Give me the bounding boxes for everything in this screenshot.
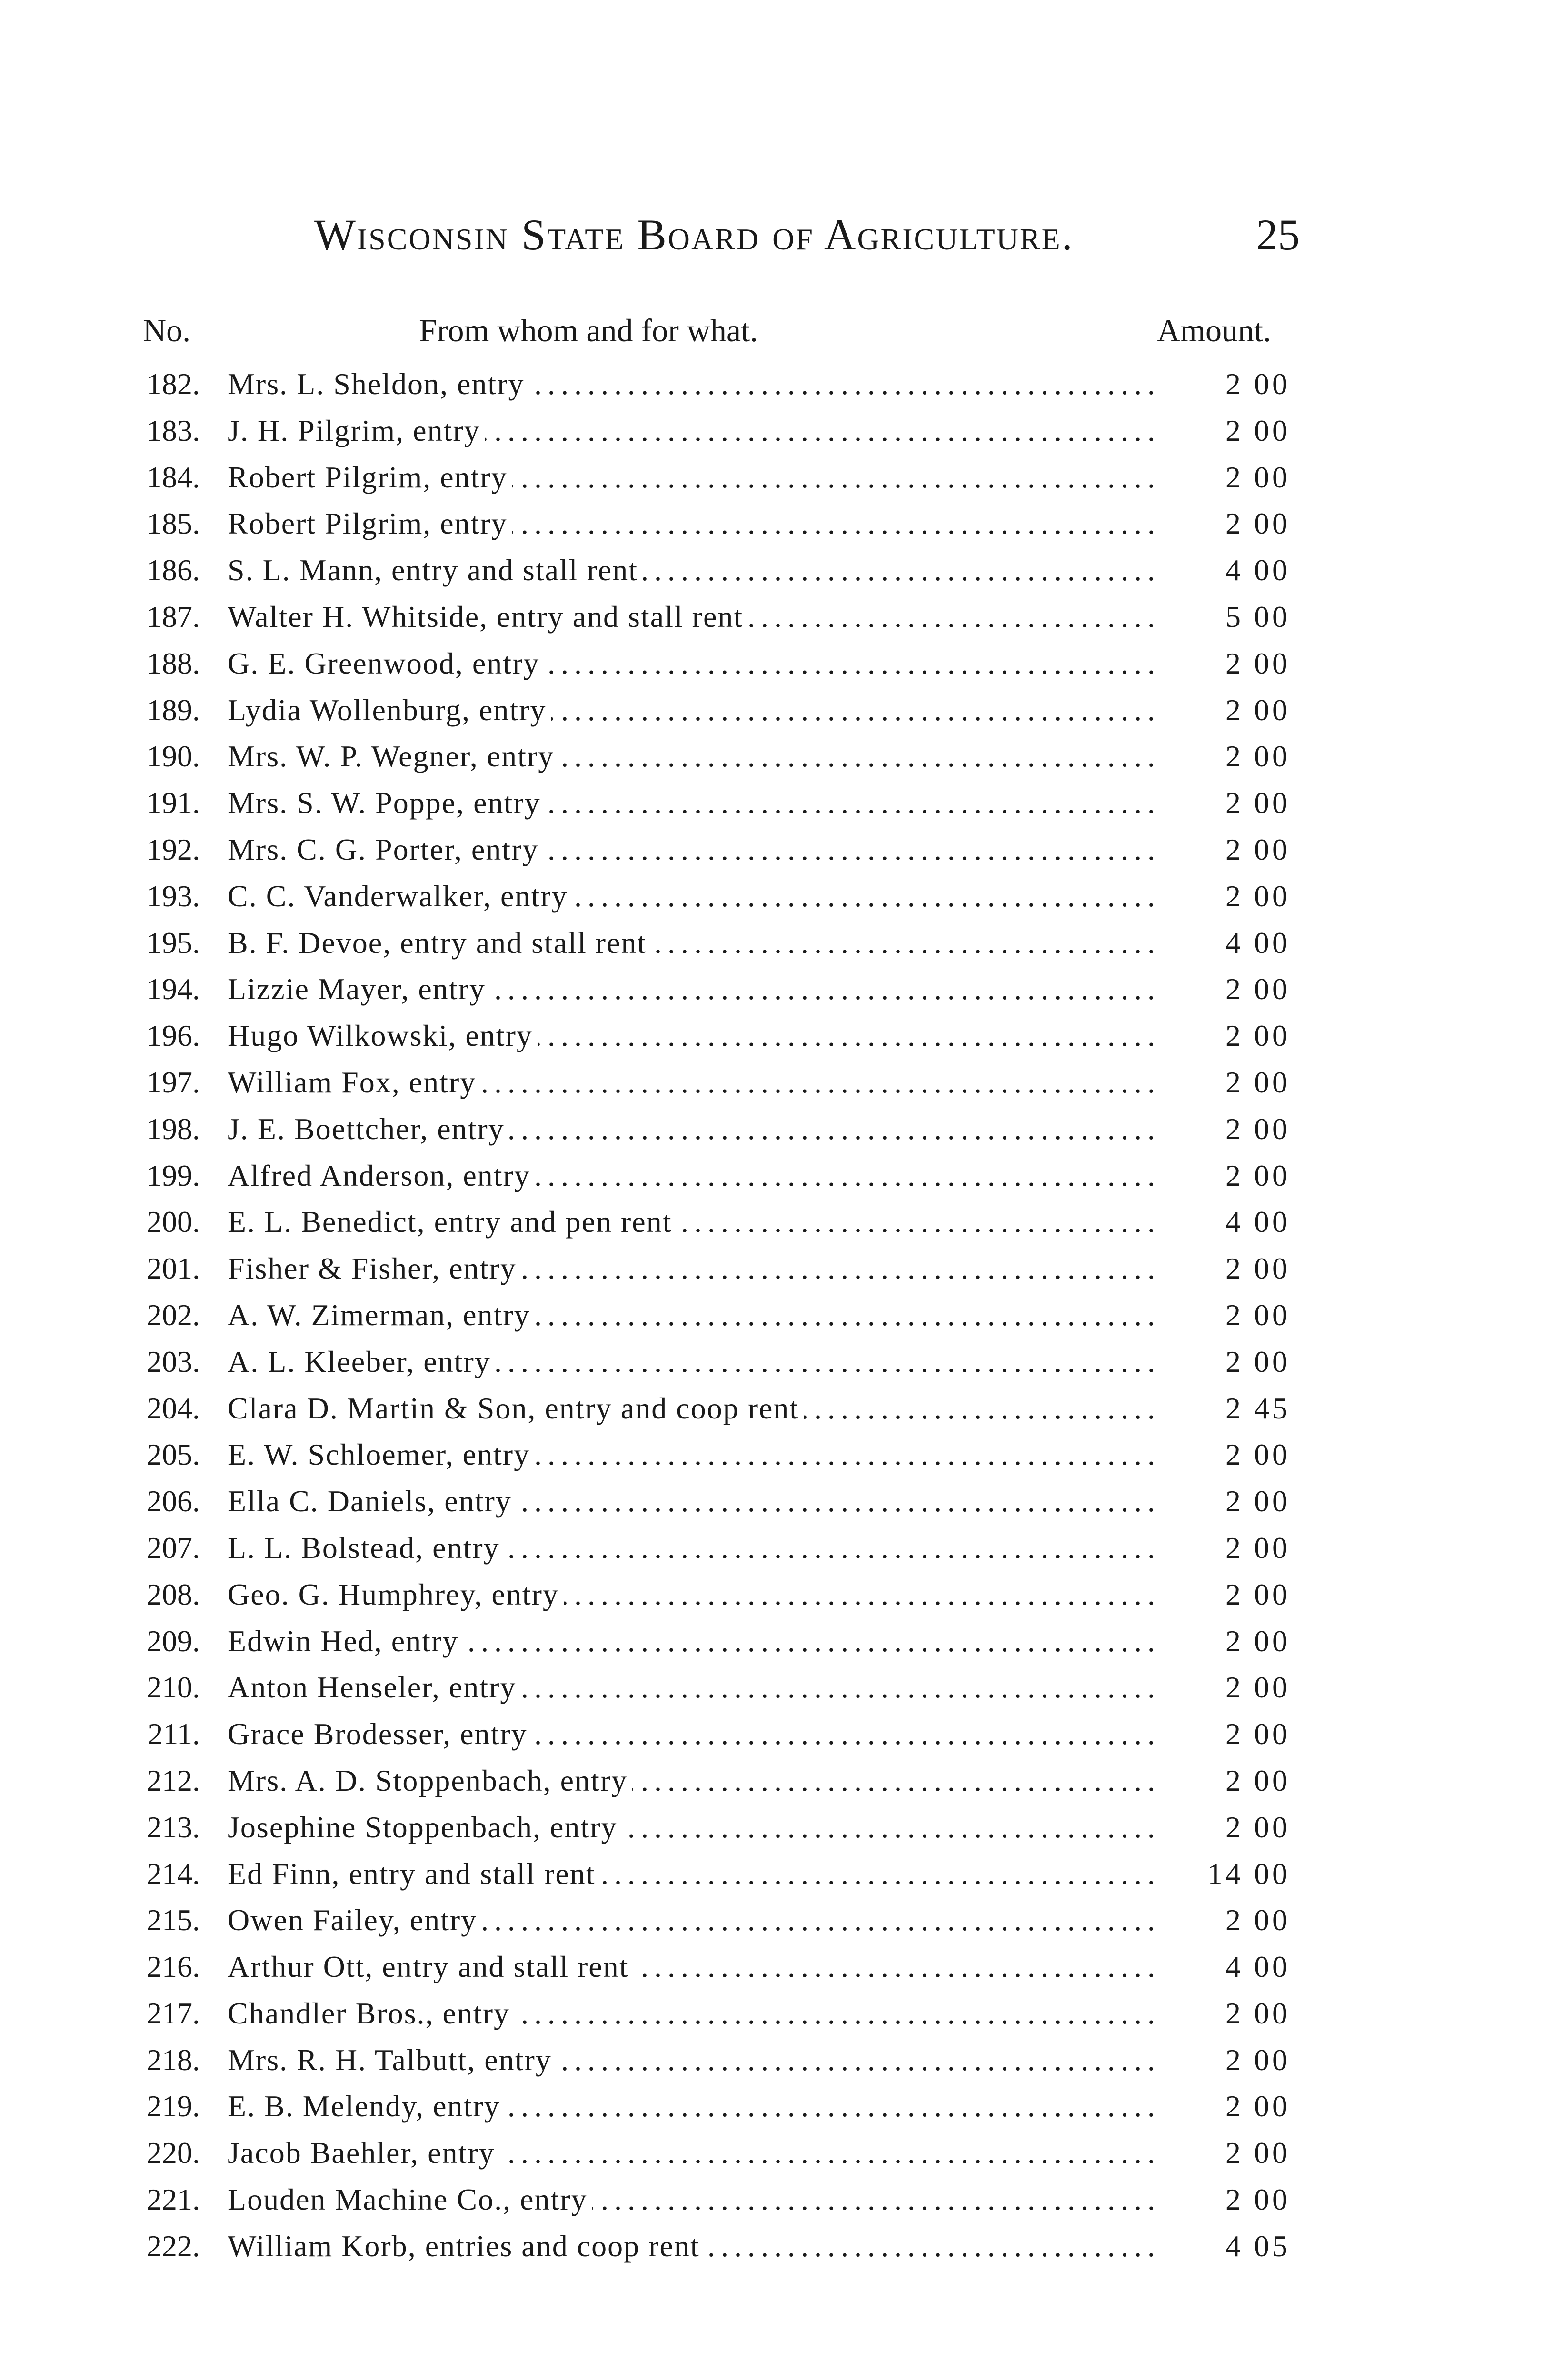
entry-amount: 2 00 xyxy=(1225,1298,1290,1332)
entry-description: William Fox, entry xyxy=(228,1065,481,1099)
entry-number: 211. xyxy=(148,1717,200,1751)
page-number: 25 xyxy=(1256,210,1300,259)
table-row xyxy=(0,1757,1554,1804)
entry-description: Mrs. R. H. Talbutt, entry xyxy=(228,2043,557,2077)
entry-description: Anton Henseler, entry xyxy=(228,1670,521,1704)
entry-number: 189. xyxy=(147,693,200,727)
entry-amount: 4 05 xyxy=(1225,2229,1290,2263)
entry-description: Josephine Stoppenbach, entry xyxy=(228,1810,622,1844)
entry-description-cell xyxy=(228,1757,1161,1804)
entry-description: Ella C. Daniels, entry xyxy=(228,1484,517,1518)
entry-description-cell xyxy=(228,547,1161,594)
table-row xyxy=(0,594,1554,640)
table-row xyxy=(0,1012,1554,1059)
entry-amount: 4 00 xyxy=(1225,553,1290,587)
entry-amount: 2 00 xyxy=(1225,1065,1290,1099)
entry-description: E. B. Melendy, entry xyxy=(228,2089,505,2123)
entry-description-cell xyxy=(228,733,1161,780)
entry-description: Ed Finn, entry and stall rent xyxy=(228,1857,600,1891)
entry-description-cell xyxy=(228,2223,1161,2270)
table-row xyxy=(0,2223,1554,2270)
entry-amount: 2 00 xyxy=(1225,786,1290,820)
entry-number: 192. xyxy=(147,832,200,866)
entry-number: 183. xyxy=(147,413,200,447)
table-row xyxy=(0,1478,1554,1525)
table-row xyxy=(0,920,1554,966)
table-row xyxy=(0,547,1554,594)
table-row xyxy=(0,826,1554,873)
entry-amount: 2 00 xyxy=(1225,1484,1290,1518)
entry-description-cell xyxy=(228,1292,1161,1339)
entry-description: Owen Failey, entry xyxy=(228,1903,482,1937)
entry-description-cell xyxy=(228,1152,1161,1199)
entry-description-cell xyxy=(228,966,1161,1012)
entry-number: 190. xyxy=(147,739,200,774)
table-row xyxy=(0,1664,1554,1711)
entry-number: 186. xyxy=(147,553,200,587)
entry-description: Geo. G. Humphrey, entry xyxy=(228,1577,564,1611)
entry-amount: 2 00 xyxy=(1225,460,1290,494)
entry-description: J. E. Boettcher, entry xyxy=(228,1112,509,1146)
entry-number: 219. xyxy=(147,2089,200,2123)
entry-description: J. H. Pilgrim, entry xyxy=(228,414,485,447)
entry-description-cell xyxy=(228,1990,1161,2037)
entry-amount: 2 00 xyxy=(1225,367,1290,401)
entry-description: E. W. Schloemer, entry xyxy=(228,1438,535,1471)
entry-description-cell xyxy=(228,1012,1161,1059)
entry-number: 204. xyxy=(147,1391,200,1425)
entry-description: Arthur Ott, entry and stall rent xyxy=(228,1950,633,1983)
table-row xyxy=(0,407,1554,454)
table-row xyxy=(0,733,1554,780)
entry-number: 193. xyxy=(147,879,200,913)
entry-description-cell xyxy=(228,826,1161,873)
entry-amount: 2 00 xyxy=(1225,1577,1290,1611)
entry-description-cell xyxy=(228,2083,1161,2130)
entry-description-cell xyxy=(228,1851,1161,1897)
entry-number: 222. xyxy=(147,2229,200,2263)
entry-description-cell xyxy=(228,2176,1161,2223)
table-row xyxy=(0,1804,1554,1851)
entry-number: 213. xyxy=(147,1810,200,1844)
entry-amount: 2 00 xyxy=(1225,1438,1290,1472)
table-row xyxy=(0,1106,1554,1152)
entry-description: A. L. Kleeber, entry xyxy=(228,1345,496,1378)
entry-amount: 2 00 xyxy=(1225,2136,1290,2170)
entry-number: 199. xyxy=(147,1158,200,1192)
entry-number: 194. xyxy=(147,972,200,1006)
entry-description: Clara D. Martin & Son, entry and coop rent xyxy=(228,1391,804,1425)
entry-description: Grace Brodesser, entry xyxy=(228,1717,532,1751)
entry-description: Louden Machine Co., entry xyxy=(228,2182,592,2216)
entry-description-cell xyxy=(228,1199,1161,1245)
entry-description-cell xyxy=(228,1711,1161,1757)
table-row xyxy=(0,966,1554,1012)
entry-number: 216. xyxy=(147,1950,200,1984)
entry-description-cell xyxy=(228,1944,1161,1990)
entry-amount: 2 00 xyxy=(1225,1996,1290,2030)
entry-amount: 2 00 xyxy=(1225,1903,1290,1937)
entry-number: 210. xyxy=(147,1670,200,1705)
entry-description-cell xyxy=(228,1571,1161,1618)
entry-amount: 2 00 xyxy=(1225,2089,1290,2123)
entry-description-cell xyxy=(228,361,1161,407)
entry-description-cell xyxy=(228,780,1161,826)
entry-amount: 2 00 xyxy=(1225,1624,1290,1658)
table-row xyxy=(0,1851,1554,1897)
entry-number: 208. xyxy=(147,1577,200,1611)
table-row xyxy=(0,2130,1554,2176)
entry-amount: 14 00 xyxy=(1207,1856,1290,1891)
entry-number: 214. xyxy=(147,1856,200,1891)
table-row xyxy=(0,1292,1554,1339)
entry-description-cell xyxy=(228,1804,1161,1851)
entry-description-cell xyxy=(228,1525,1161,1571)
entry-amount: 2 00 xyxy=(1225,1810,1290,1844)
entry-amount: 2 00 xyxy=(1225,646,1290,680)
entry-description-cell xyxy=(228,1431,1161,1478)
entry-amount: 2 00 xyxy=(1225,413,1290,447)
table-row xyxy=(0,1385,1554,1432)
entry-description: Mrs. A. D. Stoppenbach, entry xyxy=(228,1764,632,1797)
entry-description-cell xyxy=(228,500,1161,547)
entry-description: Chandler Bros., entry xyxy=(228,1996,515,2030)
entry-description: Edwin Hed, entry xyxy=(228,1624,463,1658)
entry-description: Robert Pilgrim, entry xyxy=(228,506,512,540)
entry-description: Lizzie Mayer, entry xyxy=(228,972,490,1006)
entry-description-cell xyxy=(228,1478,1161,1525)
entry-number: 188. xyxy=(147,646,200,680)
entry-amount: 2 00 xyxy=(1225,972,1290,1006)
entry-number: 200. xyxy=(147,1205,200,1239)
table-row xyxy=(0,2037,1554,2083)
entry-description-cell xyxy=(228,1618,1161,1665)
entry-description-cell xyxy=(228,640,1161,687)
entry-description: L. L. Bolstead, entry xyxy=(228,1531,505,1565)
entry-amount: 5 00 xyxy=(1225,599,1290,634)
table-row xyxy=(0,454,1554,501)
table-row xyxy=(0,1944,1554,1990)
entry-amount: 2 00 xyxy=(1225,832,1290,866)
entry-description: Lydia Wollenburg, entry xyxy=(228,693,551,727)
entry-description-cell xyxy=(228,1385,1161,1432)
entry-amount: 2 00 xyxy=(1225,1530,1290,1565)
entry-number: 218. xyxy=(147,2043,200,2077)
entry-description-cell xyxy=(228,687,1161,734)
entry-description-cell xyxy=(228,1059,1161,1106)
entry-amount: 2 00 xyxy=(1225,2182,1290,2217)
entry-description-cell xyxy=(228,2130,1161,2176)
table-row xyxy=(0,1711,1554,1757)
ledger-table xyxy=(0,361,1554,2270)
entry-amount: 2 00 xyxy=(1225,739,1290,774)
table-row xyxy=(0,1152,1554,1199)
column-header-from: From whom and for what. xyxy=(419,312,758,348)
entry-number: 184. xyxy=(147,460,200,494)
entry-amount: 2 00 xyxy=(1225,506,1290,541)
table-row xyxy=(0,1059,1554,1106)
entry-description: B. F. Devoe, entry and stall rent xyxy=(228,926,651,960)
entry-description-cell xyxy=(228,1897,1161,1944)
entry-number: 217. xyxy=(147,1996,200,2030)
entry-number: 202. xyxy=(147,1298,200,1332)
table-row xyxy=(0,1199,1554,1245)
entry-number: 221. xyxy=(147,2182,200,2217)
table-row xyxy=(0,873,1554,920)
table-row xyxy=(0,687,1554,734)
table-row xyxy=(0,1339,1554,1385)
entry-number: 191. xyxy=(147,786,200,820)
entry-description: Alfred Anderson, entry xyxy=(228,1159,535,1192)
table-row xyxy=(0,361,1554,407)
entry-amount: 2 00 xyxy=(1225,1344,1290,1378)
entry-description: Mrs. S. W. Poppe, entry xyxy=(228,786,546,820)
entry-amount: 4 00 xyxy=(1225,1205,1290,1239)
entry-number: 182. xyxy=(147,367,200,401)
entry-amount: 4 00 xyxy=(1225,1950,1290,1984)
entry-number: 206. xyxy=(147,1484,200,1518)
entry-amount: 2 00 xyxy=(1225,1670,1290,1705)
entry-amount: 2 00 xyxy=(1225,693,1290,727)
entry-amount: 2 00 xyxy=(1225,1158,1290,1192)
entry-number: 212. xyxy=(147,1763,200,1797)
entry-amount: 4 00 xyxy=(1225,925,1290,960)
entry-number: 198. xyxy=(147,1111,200,1146)
entry-description-cell xyxy=(228,920,1161,966)
entry-number: 203. xyxy=(147,1344,200,1378)
entry-description: C. C. Vanderwalker, entry xyxy=(228,879,573,913)
entry-description-cell xyxy=(228,1106,1161,1152)
entry-number: 195. xyxy=(147,925,200,960)
entry-amount: 2 00 xyxy=(1225,1717,1290,1751)
entry-description-cell xyxy=(228,594,1161,640)
table-row xyxy=(0,1571,1554,1618)
entry-amount: 2 00 xyxy=(1225,1763,1290,1797)
table-row xyxy=(0,780,1554,826)
entry-description: S. L. Mann, entry and stall rent xyxy=(228,553,643,587)
entry-amount: 2 00 xyxy=(1225,1019,1290,1053)
table-row xyxy=(0,1618,1554,1665)
entry-description: Hugo Wilkowski, entry xyxy=(228,1019,538,1052)
entry-description: E. L. Benedict, entry and pen rent xyxy=(228,1205,677,1239)
column-header-no: No. xyxy=(143,312,191,348)
entry-number: 209. xyxy=(147,1624,200,1658)
table-row xyxy=(0,640,1554,687)
entry-description-cell xyxy=(228,454,1161,501)
entry-number: 215. xyxy=(147,1903,200,1937)
entry-description-cell xyxy=(228,1339,1161,1385)
entry-description-cell xyxy=(228,2037,1161,2083)
entry-number: 196. xyxy=(147,1019,200,1053)
entry-description-cell xyxy=(228,873,1161,920)
table-row xyxy=(0,2176,1554,2223)
entry-number: 201. xyxy=(147,1251,200,1286)
entry-amount: 2 45 xyxy=(1225,1391,1290,1425)
column-header-amount: Amount. xyxy=(1157,312,1271,348)
entry-number: 220. xyxy=(147,2136,200,2170)
entry-number: 187. xyxy=(147,599,200,634)
table-row xyxy=(0,2083,1554,2130)
entry-description: William Korb, entries and coop rent xyxy=(228,2229,705,2263)
entry-description: Mrs. W. P. Wegner, entry xyxy=(228,739,559,773)
entry-number: 185. xyxy=(147,506,200,541)
table-row xyxy=(0,1897,1554,1944)
entry-amount: 2 00 xyxy=(1225,1251,1290,1286)
entry-description: Mrs. C. G. Porter, entry xyxy=(228,833,543,866)
table-row xyxy=(0,1431,1554,1478)
entry-number: 197. xyxy=(147,1065,200,1099)
page-title: Wisconsin State Board of Agriculture. xyxy=(314,210,1074,259)
table-row xyxy=(0,1525,1554,1571)
entry-description-cell xyxy=(228,407,1161,454)
entry-description-cell xyxy=(228,1664,1161,1711)
entry-amount: 2 00 xyxy=(1225,879,1290,913)
entry-description: Fisher & Fisher, entry xyxy=(228,1251,521,1285)
entry-description: Robert Pilgrim, entry xyxy=(228,460,512,494)
entry-description: Mrs. L. Sheldon, entry xyxy=(228,367,529,401)
page-header xyxy=(314,209,1300,267)
entry-description: G. E. Greenwood, entry xyxy=(228,646,544,680)
entry-description: A. W. Zimerman, entry xyxy=(228,1298,535,1332)
table-row xyxy=(0,500,1554,547)
entry-number: 205. xyxy=(147,1438,200,1472)
entry-description-cell xyxy=(228,1245,1161,1292)
entry-amount: 2 00 xyxy=(1225,1111,1290,1146)
entry-amount: 2 00 xyxy=(1225,2043,1290,2077)
entry-description: Walter H. Whitside, entry and stall rent xyxy=(228,600,748,634)
entry-number: 207. xyxy=(147,1530,200,1565)
entry-description: Jacob Baehler, entry xyxy=(228,2136,500,2170)
table-row xyxy=(0,1990,1554,2037)
table-row xyxy=(0,1245,1554,1292)
